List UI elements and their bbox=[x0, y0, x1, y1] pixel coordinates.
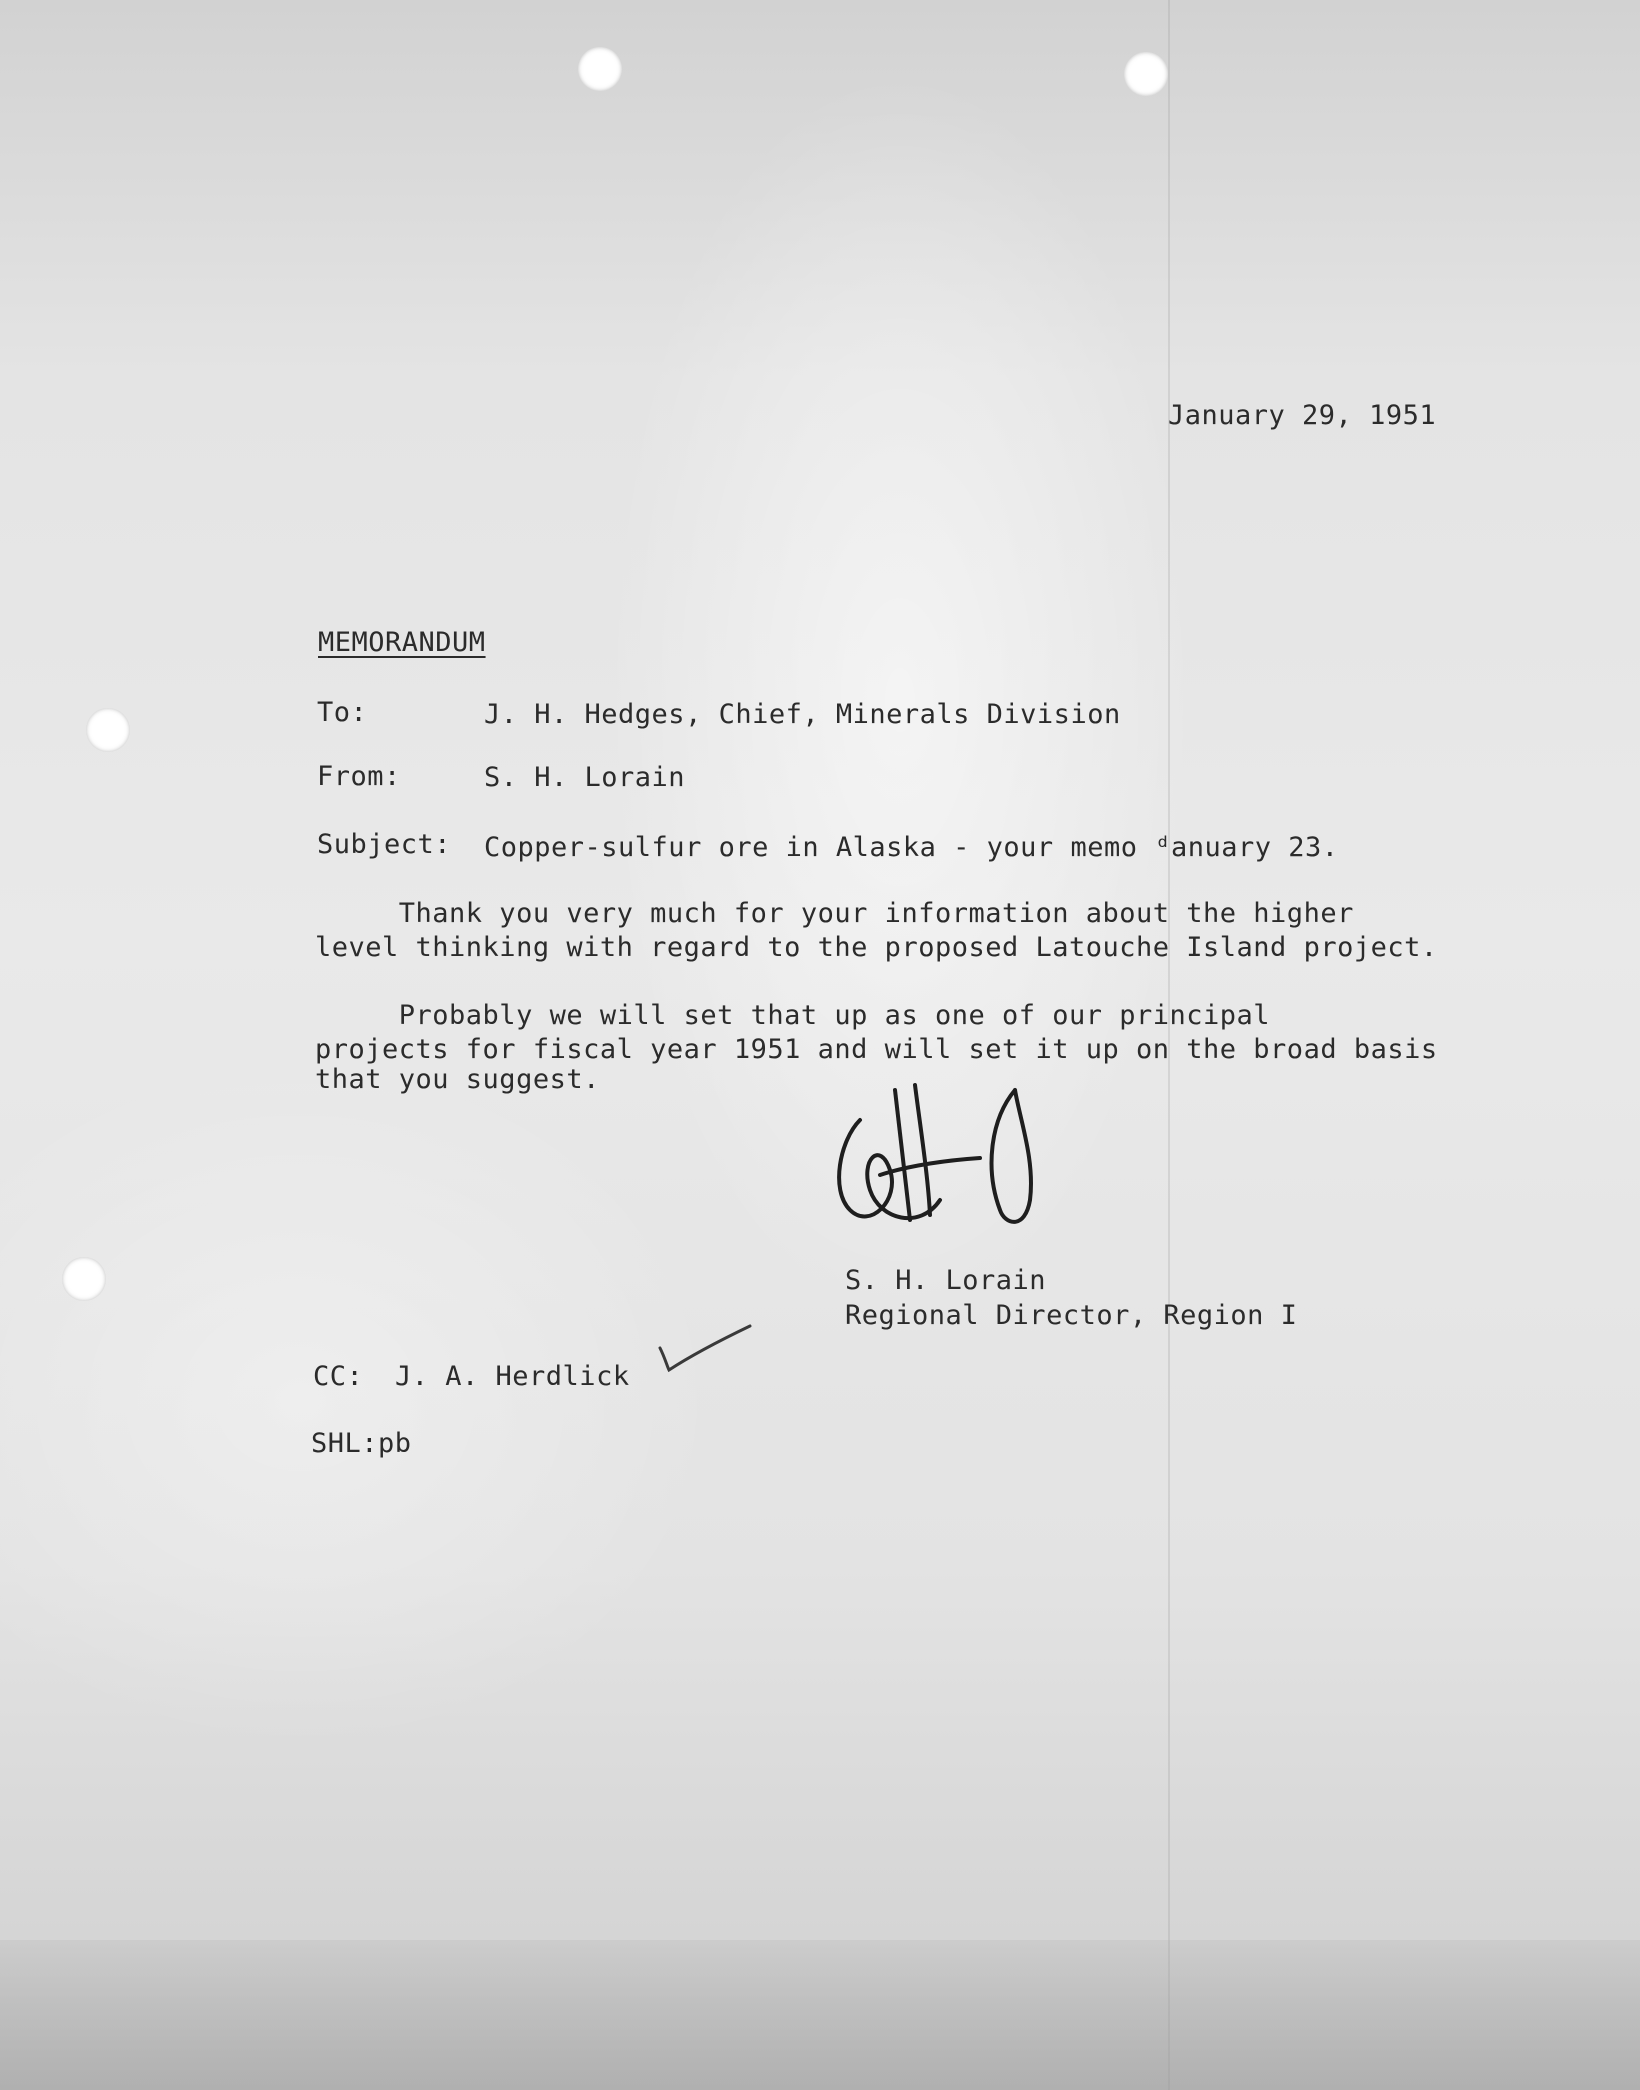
signer-name: S. H. Lorain bbox=[845, 1265, 1047, 1296]
handwritten-signature bbox=[820, 1080, 1060, 1250]
memo-heading: MEMORANDUM bbox=[318, 627, 486, 658]
subject-label: Subject: bbox=[317, 829, 452, 860]
to-value: J. H. Hedges, Chief, Minerals Division bbox=[484, 699, 1121, 730]
paragraph-2-line-2: projects for fiscal year 1951 and will set it up on the broad basis bbox=[315, 1034, 1438, 1065]
cc-label: CC: bbox=[313, 1361, 364, 1392]
paragraph-2-line-3: that you suggest. bbox=[315, 1064, 600, 1095]
reference-initials: SHL:pb bbox=[311, 1428, 412, 1459]
subject-value: Copper-sulfur ore in Alaska - your memo ᵈanuary 23. bbox=[484, 832, 1339, 863]
punch-hole-left-lower bbox=[62, 1257, 106, 1301]
paragraph-1-line-1: Thank you very much for your information about the higher bbox=[315, 898, 1354, 929]
paragraph-2-line-1: Probably we will set that up as one of our principal bbox=[315, 1000, 1271, 1031]
from-value: S. H. Lorain bbox=[484, 762, 686, 793]
punch-hole-top-right bbox=[1124, 52, 1168, 96]
from-label: From: bbox=[317, 761, 401, 792]
memo-date: January 29, 1951 bbox=[1168, 400, 1437, 431]
scan-shadow bbox=[0, 1940, 1640, 2090]
cc-value: J. A. Herdlick bbox=[395, 1361, 630, 1392]
punch-hole-left-upper bbox=[86, 708, 130, 752]
to-label: To: bbox=[317, 697, 368, 728]
paragraph-1-line-2: level thinking with regard to the proposed Latouche Island project. bbox=[315, 932, 1438, 963]
punch-hole-top-left bbox=[578, 47, 622, 91]
signer-title: Regional Director, Region I bbox=[845, 1300, 1298, 1331]
check-mark bbox=[655, 1318, 755, 1378]
